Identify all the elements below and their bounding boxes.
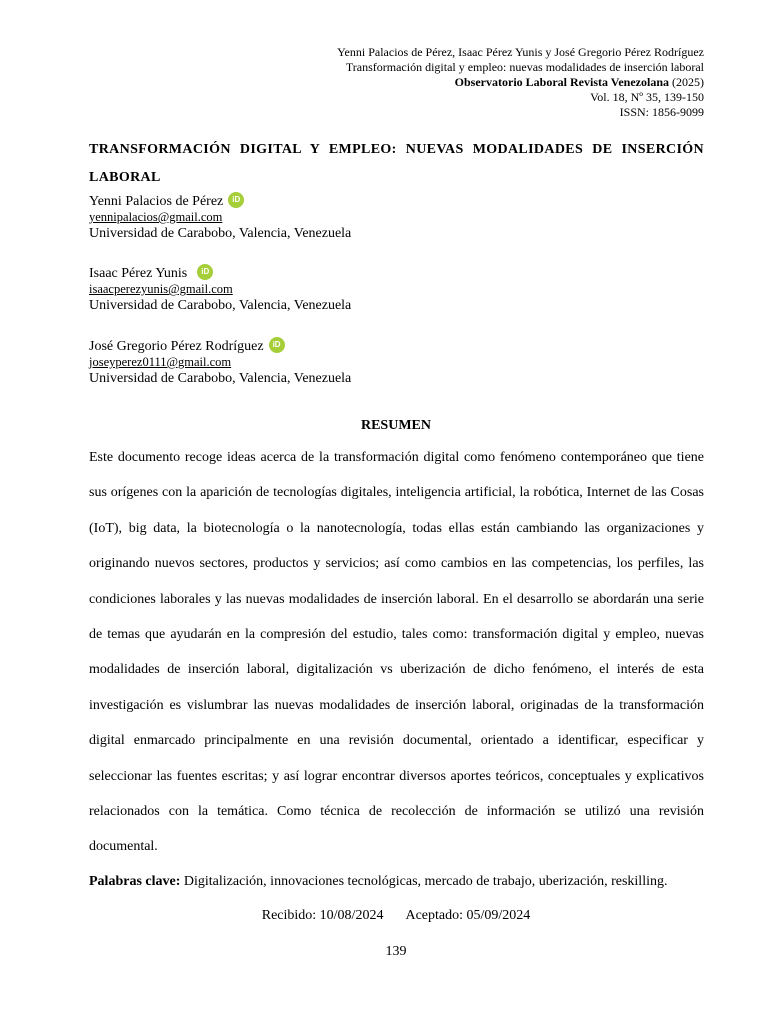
author-block-3 (89, 338, 351, 387)
accepted-date: Aceptado: 05/09/2024 (405, 908, 531, 923)
header-journal (337, 75, 704, 90)
author-email-link[interactable]: isaacperezyunis@gmail.com (89, 282, 233, 296)
header-authors: Yenni Palacios de Pérez, Isaac Pérez Yunis y José Gregorio Pérez Rodríguez (337, 45, 704, 59)
keywords-line (89, 872, 704, 892)
submission-dates (0, 908, 768, 924)
author-name: Isaac Pérez Yunis (89, 266, 188, 281)
journal-name: Observatorio Laboral Revista Venezolana (454, 75, 669, 89)
running-header (337, 45, 704, 120)
author-block-1 (89, 193, 351, 242)
orcid-icon[interactable]: iD (197, 264, 213, 280)
keywords-label: Palabras clave: (89, 874, 181, 889)
author-affiliation: Universidad de Carabobo, Valencia, Venezuela (89, 371, 352, 386)
orcid-icon[interactable]: iD (269, 337, 285, 353)
author-email-link[interactable]: joseyperez0111@gmail.com (89, 355, 232, 369)
received-date: Recibido: 10/08/2024 (261, 908, 384, 923)
header-short-title: Transformación digital y empleo: nuevas modalidades de inserción laboral (345, 60, 704, 74)
header-issn: ISSN: 1856-9099 (619, 105, 704, 119)
author-block-2 (89, 265, 351, 314)
author-affiliation: Universidad de Carabobo, Valencia, Venezuela (89, 298, 352, 313)
page-number: 139 (385, 944, 407, 959)
journal-year: (2025) (669, 75, 704, 89)
header-volume: Vol. 18, Nº 35, 139-150 (590, 90, 704, 104)
orcid-icon[interactable]: iD (228, 192, 244, 208)
author-name: José Gregorio Pérez Rodríguez (89, 339, 264, 354)
author-affiliation: Universidad de Carabobo, Valencia, Venezuela (89, 226, 352, 241)
author-name: Yenni Palacios de Pérez (89, 194, 224, 209)
keywords-text: Digitalización, innovaciones tecnológicas, mercado de trabajo, uberización, reskilling. (180, 874, 668, 889)
abstract-body: Este documento recoge ideas acerca de la transformación digital como fenómeno contemporáneo que tiene sus orígenes con la aparición de tecnologías digitales, inteligencia artificial, la robótica, Internet de las Cosas (IoT), big data, la biotecnología o la nanotecnología, todas ellas están cambiando las organizaciones y originando nuevos sectores, productos y servicios; así como cambios en las competencias, los perfiles, las condiciones laborales y las nuevas modalidades de inserción laboral. En el desarrollo se abordarán una serie de temas que ayudarán en la compresión del estudio, tales como: transformación digital y empleo, nuevas modalidades de inserción laboral, digitalización vs uberización de dicho fenómeno, el interés de esta investigación es vislumbrar las nuevas modalidades de inserción laboral, originadas de la transformación digital enmarcado principalmente en una revisión documental, orientado a identificar, especificar y seleccionar las fuentes escritas; y así lograr encontrar diversos aportes teóricos, conceptuales y explicativos relacionados con la temática. Como técnica de recolección de información se utilizó una revisión documental. (89, 450, 704, 855)
article-title: TRANSFORMACIÓN DIGITAL Y EMPLEO: NUEVAS MODALIDADES DE INSERCIÓN LABORAL (89, 142, 704, 185)
author-email-link[interactable]: yennipalacios@gmail.com (89, 210, 223, 224)
abstract-heading: RESUMEN (360, 418, 431, 433)
